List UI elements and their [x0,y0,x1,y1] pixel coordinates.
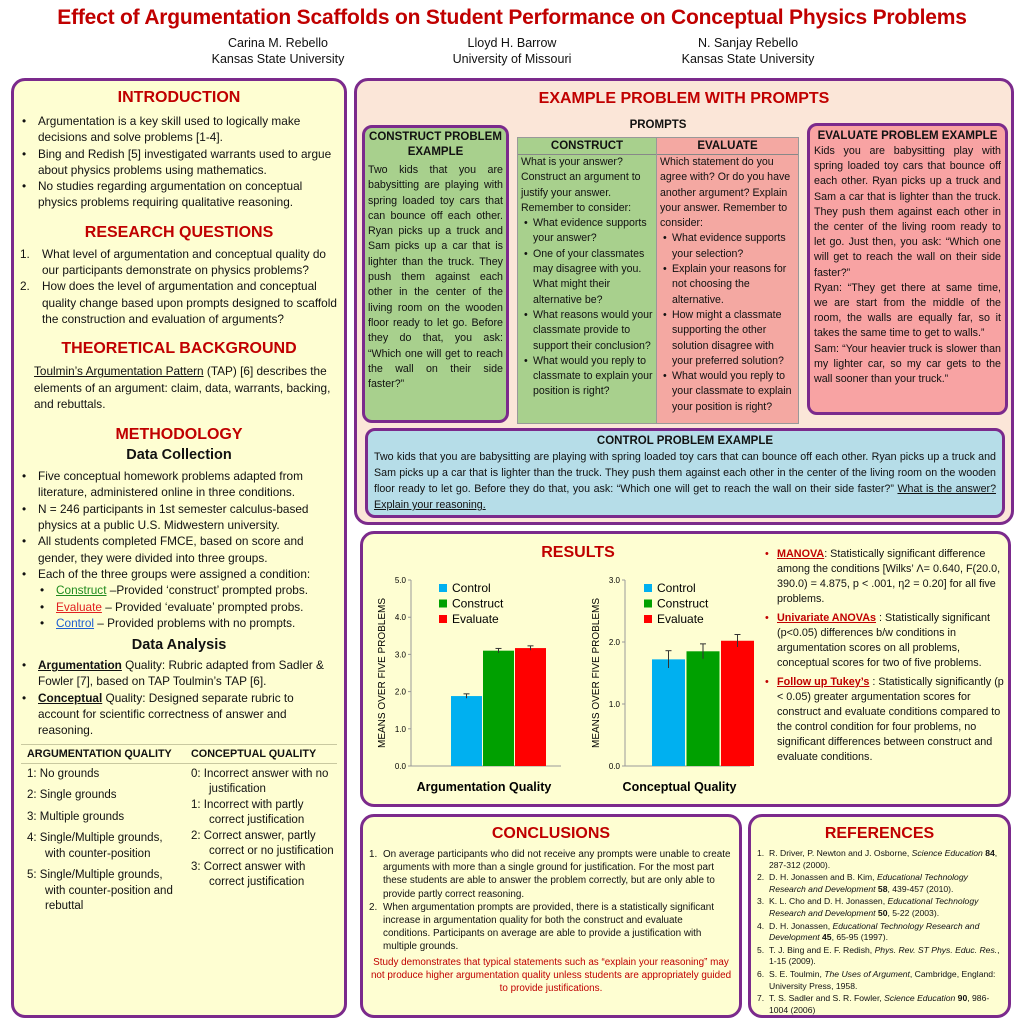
legend-label: Construct [657,596,709,611]
ref-pages: , Cambridge, England: University Press, 1958. [769,968,996,991]
list-item: • One of your classmates may disagree with you. What might their alternative be? [518,247,653,308]
reference-item [751,969,1002,992]
evaluate-prompt-intro: Which statement do you agree with? Or do you have another argument? Explain your answer. Remember to consider: [660,156,791,230]
control-example-text [374,449,996,513]
ref-source: Science Education [911,848,983,858]
manova-item: • MANOVA: Statistically significant difference among the conditions [Wilks’ Λ= 0.640, F(20.0, 390.0) = 4.875, p < .001, η2 = 0.20] for all five problems. [765,548,1001,605]
legend-label: Construct [452,596,504,611]
list-item: • N = 246 participants in 1st semester calculus-based physics at a public U.S. Midwestern university. [16,501,338,534]
list-item: • What evidence supports your selection? [657,231,795,262]
y-tick-label: 3.0 [608,576,620,585]
bar-evaluate [721,641,754,766]
y-tick-label: 0.0 [608,762,620,771]
y-tick-label: 4.0 [394,613,406,623]
item-number: 2. [757,872,765,883]
item-number: 1. [20,246,30,261]
legend-swatch [644,600,652,608]
chart-conceptual [591,576,754,794]
analysis-lead: Argumentation [38,658,122,673]
condition-construct [34,582,338,598]
control-example-box [365,428,1005,518]
list-item: • All students completed FMCE, based on score and gender, they were divided into three groups. [16,533,338,566]
condition-name: Control [56,615,95,630]
analysis-list [16,657,338,738]
list-item: • Explain your reasons for not choosing the alternative. [657,262,795,308]
ref-volume: 45 [819,932,832,943]
ref-pages: , 65-95 (1997). [831,932,888,943]
results-heading: RESULTS [541,544,615,561]
item-text: When argumentation prompts are provided, there is a statistically significant increase in argumentation quality for both the construct and evaluate conditions. Participants on average are able to provide a justification with multiple grounds. [383,901,714,953]
method-list [16,468,338,582]
bar-evaluate [515,648,546,766]
item-number: 3. [757,896,765,907]
rubric-item: 1: Incorrect with partly correct justification [191,798,305,827]
example-heading: EXAMPLE PROBLEM WITH PROMPTS [538,90,830,107]
references-heading: REFERENCES [824,825,935,842]
list-item: • What reasons would your classmate provide to support their conclusion? [518,308,653,354]
item-number: 1. [369,849,378,860]
condition-desc: –Provided ‘construct’ prompted probs. [106,583,309,598]
prompts-title: PROMPTS [629,119,687,131]
y-tick-label: 3.0 [394,650,406,660]
bar-control [652,659,685,766]
list-item: • Five conceptual homework problems adapted from literature, administered online in three conditions. [16,468,338,501]
results-text [765,547,1005,765]
list-item [363,848,731,901]
ref-source: The Uses of Argument [824,968,910,979]
author-3 [658,35,838,67]
theory-rest: (TAP) [6] describes the elements of an argument: claim, data, warrants, backing, and rebuttals. [34,364,331,411]
list-item [363,901,731,954]
ref-volume: 84 [982,848,995,858]
list-item: • Bing and Redish [5] investigated warrants used to argue about physics problems using mathematics. [16,146,338,179]
table-header-row [21,744,337,763]
tukey-lead: Follow up Tukey’s [777,676,870,688]
col-header-evaluate: EVALUATE [657,138,798,155]
prompts-table [517,137,799,424]
y-tick-label: 5.0 [394,576,406,585]
ref-source: Educational Technology Research and Development [769,920,980,943]
item-text: What level of argumentation and conceptual quality do our participants demonstrate on physics problems? [42,246,326,278]
construct-prompt-intro: What is your answer? Construct an argument to justify your answer. Remember to consider: [521,156,641,214]
ref-source: Educational Technology Research and Development [769,872,968,894]
rubric-item: 2: Single grounds [27,789,117,802]
rq-list [14,246,338,327]
list-item: • Each of the three groups were assigned a condition: [16,566,338,582]
ref-volume: 58 [875,883,888,894]
legend-label: Control [657,581,696,595]
con-column [187,763,337,915]
condition-desc: – Provided ‘evaluate’ prompted probs. [101,599,304,614]
example-panel [354,78,1014,525]
y-tick-label: 1.0 [394,724,406,734]
control-text: Two kids that you are babysitting are playing with spring loaded toy cars that can bounce off each other. Ryan picks up a truck and Sam picks up a car that is lighter than the truck. They push them against each other in the center of the living room on the wooden floor ready to let go. Before they do that, you ask: “Which one will get to reach the wall on their side faster?” [374,451,996,495]
bar-control [451,696,482,766]
condition-name: Construct [56,583,107,598]
ref-authors: D. H. Jonassen, [769,920,833,931]
y-tick-label: 2.0 [394,687,406,697]
evaluate-example-text: Kids you are babysitting play with spring loaded toy cars that bounce off each other. Ryan picks up a truck and Sam a car that is lighter than the truck. They push them against each other in the center of the living room ready to let go. Just then, you ask: “Which one will get to reach the wall on their side faster?” [814,145,1001,279]
author-1 [188,35,368,67]
references-list [751,848,1002,1016]
data-analysis-heading: Data Analysis [131,637,227,654]
list-item [14,278,338,327]
ref-authors: R. Driver, P. Newton and J. Osborne, [769,848,912,858]
rubric-item: 2: Correct answer, partly correct or no justification [191,829,334,858]
evaluate-example-title: EVALUATE PROBLEM EXAMPLE [817,130,998,142]
conclusion-statement: Study demonstrates that typical statements such as “explain your reasoning” may not produce higher argumentation quality unless students are appropriately guided to provide justifications. [370,956,732,995]
ref-authors: T. J. Bing and E. F. Redish, [769,944,875,955]
control-tail: What is the answer? Explain your reasoning. [374,483,997,511]
list-item: • What evidence supports your answer? [518,216,653,247]
item-number: 4. [757,920,765,931]
list-item: • What would you reply to your classmate to explain your position is right? [657,369,795,415]
ref-pages: , 986-1004 (2006) [769,993,990,1015]
y-axis-label: MEANS OVER FIVE PROBLEMS [591,597,602,749]
condition-list [34,582,338,631]
author-name: Lloyd H. Barrow [467,36,557,50]
rubric-item: 1: No grounds [27,767,100,780]
arg-column [21,763,187,915]
evaluate-example-box [807,123,1008,415]
tap-term: Toulmin’s Argumentation Pattern [34,364,204,379]
conclusions-list [363,848,731,954]
ref-source: Educational Technology Research and Development [769,896,979,918]
rubric-item: 3: Multiple grounds [27,810,125,823]
legend-swatch [644,615,652,623]
list-item [14,246,338,279]
author-affiliation: University of Missouri [452,52,572,66]
legend-label: Evaluate [452,612,499,626]
tukey-item: • Follow up Tukey’s : Statistically significantly (p < 0.05) greater argumentation scores for construct and evaluate conditions compared to the control condition for four problems, no significant differences between construct and evaluate conditions. [765,676,1004,763]
y-axis-label: MEANS OVER FIVE PROBLEMS [377,597,388,749]
rubric-item: 4: Single/Multiple grounds, with counter-position [27,832,163,860]
legend-swatch [439,584,447,592]
left-panel [11,78,347,1018]
ref-source: Science Education [884,993,956,1004]
bar-construct [483,651,514,766]
x-axis-label: Conceptual Quality [622,780,737,794]
method-heading: METHODOLOGY [115,426,243,444]
construct-example-title: CONSTRUCT PROBLEM EXAMPLE [369,131,502,158]
analysis-text: Quality: Rubric adapted from Sadler & Fowler [7], based on TAP Toulmin’s TAP [6]. [38,658,324,689]
manova-text: : Statistically significant difference among the conditions [Wilks’ Λ= 0.640, F(20.0, 390.0) = 4.875, p < .001, η2 = 0.20] for all five problems. [777,548,1001,605]
item-text: How does the level of argumentation and conceptual quality change based upon prompts designed to scaffold the construction and evaluation of arguments? [42,279,337,326]
analysis-lead: Conceptual [38,690,103,705]
construct-prompt-list [518,216,656,400]
ref-volume: 50 [875,907,888,918]
bar-construct [687,651,720,766]
reference-item [751,945,1002,968]
rubric-table [21,744,337,915]
evaluate-prompt-list [657,231,798,415]
item-number: 5. [757,944,765,955]
legend-swatch [644,584,652,592]
reference-item [751,848,1002,871]
arg-header: ARGUMENTATION QUALITY [27,747,172,760]
data-collection-heading: Data Collection [126,447,232,464]
reference-item [751,896,1002,919]
ref-source: Phys. Rev. ST Phys. Educ. Res. [874,944,998,955]
condition-desc: – Provided problems with no prompts. [94,615,296,630]
condition-evaluate [34,599,338,615]
ref-authors: D. H. Jonassen and B. Kim, [769,872,877,883]
ref-pages: , 287-312 (2000). [769,848,998,870]
construct-example-box [362,125,509,423]
legend-swatch [439,600,447,608]
author-name: Carina M. Rebello [227,36,329,50]
rubric-item: 5: Single/Multiple grounds, with counter-position and rebuttal [27,869,173,913]
reference-item [751,993,1002,1016]
intro-list [16,113,338,211]
reference-item [751,872,1002,895]
legend-swatch [439,615,447,623]
theory-text [34,363,336,412]
chart-argumentation [377,576,561,794]
author-affiliation: Kansas State University [211,52,345,66]
author-name: N. Sanjay Rebello [697,36,799,50]
ref-pages: , 5-22 (2003). [887,907,940,918]
conclusions-heading: CONCLUSIONS [491,825,611,842]
condition-control [34,615,338,631]
construct-example-text: Two kids that you are babysitting are playing with spring loaded toy cars that can bounce off each other. Ryan picks up a truck and Sam picks up a car that is lighter than the truck. They push them against each other in the center of the living room on the wooden floor ready to let go. Before they do that, you ask: “Which one will get to reach the wall on their side faster?” [368,164,503,391]
results-panel [360,531,1011,807]
evaluate-sam: Sam: “Your heavier truck is slower than my lighter car, so my car gets to the wall sooner than your truck.” [814,342,1001,386]
author-affiliation: Kansas State University [681,52,815,66]
col-header-construct: CONSTRUCT [518,138,656,155]
reference-item [751,921,1002,944]
table-row [21,763,337,915]
y-tick-label: 1.0 [608,700,620,709]
control-example-title: CONTROL PROBLEM EXAMPLE [596,435,774,447]
list-item [16,657,338,690]
y-tick-label: 2.0 [608,638,620,647]
ref-volume: 90 [955,993,968,1004]
item-number: 2. [20,279,30,294]
author-2 [422,35,602,67]
condition-name: Evaluate [56,599,102,614]
item-number: 1. [757,848,765,858]
list-item: • How might a classmate supporting the other solution disagree with your preferred solution? [657,308,795,369]
x-axis-label: Argumentation Quality [416,780,552,794]
tukey-text: : Statistically significantly (p < 0.05) greater argumentation scores for construct and evaluate conditions compared to the control condition for four problems, no significant differences between construct and evaluate conditions. [777,676,1004,763]
anova-text: : Statistically significant (p<0.05) differences b/w conditions in argumentation scores on all problems, conceptual scores for two of five problems. [777,612,991,669]
results-charts [363,570,763,802]
y-tick-label: 0.0 [394,762,406,771]
anova-item: • Univariate ANOVAs : Statistically significant (p<0.05) differences b/w conditions in argumentation scores on all problems, conceptual scores for two of five problems. [765,612,991,669]
ref-authors: T. S. Sadler and S. R. Fowler, [769,993,885,1004]
poster-title: Effect of Argumentation Scaffolds on Student Performance on Conceptual Physics Problems [57,6,967,29]
anova-lead: Univariate ANOVAs [777,612,877,624]
rubric-item: 3: Correct answer with correct justification [191,860,306,889]
evaluate-ryan: Ryan: “They get there at same time, we are start from the middle of the room, the walls are equally far, so it takes the same time to get to walls.” [814,281,1001,340]
ref-authors: S. E. Toulmin, [769,968,825,979]
references-panel [748,814,1011,1018]
conclusions-panel [360,814,742,1018]
ref-authors: K. L. Cho and D. H. Jonassen, [769,896,888,907]
manova-lead: MANOVA [777,548,825,560]
legend-label: Control [452,581,491,595]
intro-heading: INTRODUCTION [117,89,241,106]
item-number: 2. [369,901,378,913]
rubric-item: 0: Incorrect answer with no justification [191,767,329,796]
item-number: 7. [757,993,765,1004]
list-item: • What would you reply to classmate to explain your position is right? [518,354,653,400]
item-number: 6. [757,968,765,979]
list-item: • Argumentation is a key skill used to logically make decisions and solve problems [1-4]. [16,113,338,146]
rq-heading: RESEARCH QUESTIONS [84,223,274,241]
prompt-col-construct [518,138,656,423]
ref-pages: , 439-457 (2010). [887,883,954,894]
legend-label: Evaluate [657,612,704,626]
theory-heading: THEORETICAL BACKGROUND [61,340,297,358]
ref-pages: , 1-15 (2009). [769,944,1000,967]
list-item: • No studies regarding argumentation on conceptual physics problems requiring qualitative reasoning. [16,178,338,211]
con-header: CONCEPTUAL QUALITY [191,747,317,760]
list-item [16,690,338,739]
prompt-col-evaluate [656,138,798,423]
item-text: On average participants who did not receive any prompts were unable to create arguments with more than a single ground for justification. For the most part these students are able to answer the problem correctly, but are only able to provide partly correct reasoning. [383,849,731,900]
analysis-text: Quality: Designed separate rubric to account for scientific correctness of answer and reasoning. [38,690,294,738]
